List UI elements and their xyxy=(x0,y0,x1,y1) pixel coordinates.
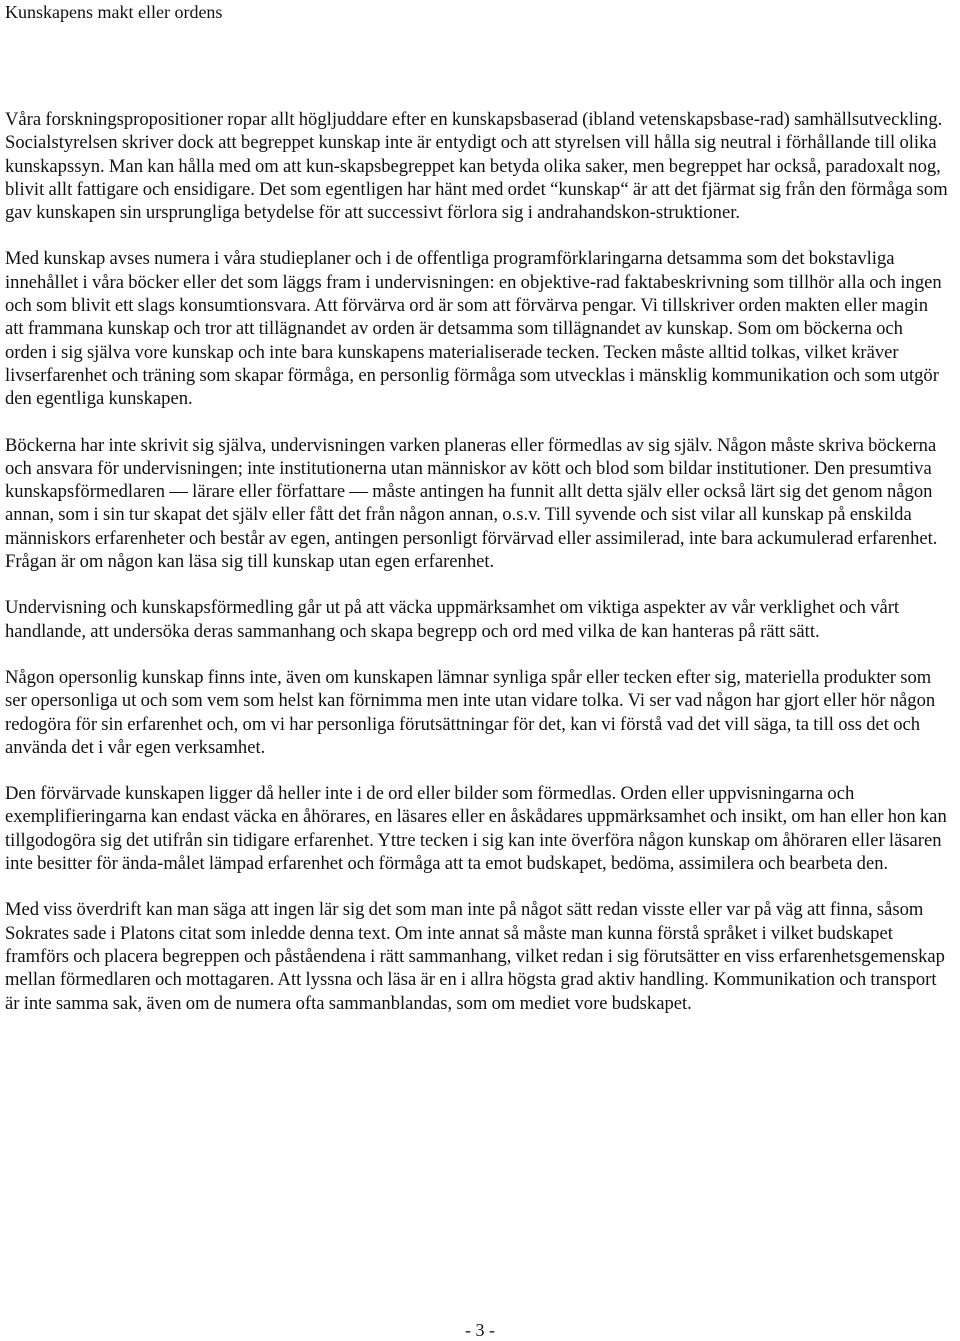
paragraph-6: Den förvärvade kunskapen ligger då heller inte i de ord eller bilder som förmedlas. Orden eller uppvisningarna och exemplifieringarna kan endast väcka en åhörares, en läsares eller en åskådares uppmärksamhet och insikt, om han eller hon kan tillgodogöra sig det utifrån sin tidigare erfarenhet. Yttre tecken i sig kan inte överföra någon kunskap om åhöraren eller läsaren inte besitter för ända-målet lämpad erfarenhet och förmåga att ta emot budskapet, bedöma, assimilera och bearbeta den. xyxy=(5,783,947,875)
running-header: Kunskapens makt eller ordens xyxy=(5,2,223,22)
paragraph-3: Böckerna har inte skrivit sig själva, undervisningen varken planeras eller förmedlas av sig själv. Någon måste skriva böckerna och ansvara för undervisningen; inte institutionerna utan människor av kött och blod som bildar institutioner. Den presumtiva kunskapsförmedlaren — lärare eller författare — måste antingen ha funnit allt detta själv eller också lärt sig det genom någon annan, som i sin tur skapat det själv eller fått det från någon annan, o.s.v. Till syvende och sist vilar all kunskap på enskilda människors erfarenheter och består av egen, antingen personligt förvärvad eller assimilerad, inte bara ackumulerad erfarenhet. Frågan är om någon kan läsa sig till kunskap utan egen erfarenhet. xyxy=(5,434,938,573)
body-text xyxy=(5,108,949,1015)
page-number: - 3 - xyxy=(465,1320,495,1340)
paragraph-7: Med viss överdrift kan man säga att ingen lär sig det som man inte på något sätt redan visste eller var på väg att finna, såsom Sokrates sade i Platons citat som inledde denna text. Om inte annat så måste man kunna förstå språket i vilket budskapet framförs och placera begreppen och påståendena i rätt sammanhang, vilket redan i sig förutsätter en viss erfarenhetsgemenskap mellan förmedlaren och mottagaren. Att lyssna och läsa är en i allra högsta grad aktiv handling. Kommunikation och transport är inte samma sak, även om de numera ofta sammanblandas, som om mediet vore budskapet. xyxy=(5,899,945,1014)
paragraph-1: Våra forskningspropositioner ropar allt högljuddare efter en kunskapsbaserad (ibland vetenskapsbase-rad) samhällsutveckling. Socialstyrelsen skriver dock att begreppet kunskap inte är entydigt och att styrelsen vill hålla sig neutral i förhållande till olika kunskapssyn. Man kan hålla med om att kun-skapsbegreppet kan betyda olika saker, men begreppet har också, paradoxalt nog, blivit allt fattigare och ensidigare. Det som egentligen har hänt med ordet “kunskap“ är att det fjärmat sig från den förmåga som gav kunskapen sin ursprungliga betydelse för att successivt förlora sig i andrahandskon-struktioner. xyxy=(5,109,948,224)
paragraph-4: Undervisning och kunskapsförmedling går ut på att väcka uppmärksamhet om viktiga aspekter av vår verklighet och vårt handlande, att undersöka deras sammanhang och skapa begrepp och ord med vilka de kan hanteras på rätt sätt. xyxy=(5,597,900,642)
paragraph-5: Någon opersonlig kunskap finns inte, även om kunskapen lämnar synliga spår eller tecken efter sig, materiella produkter som ser opersonliga ut och som vem som helst kan förnimma men inte utan vidare tolka. Vi ser vad någon har gjort eller hör någon redogöra för sin erfarenhet och, om vi har personliga förutsättningar för det, kan vi förstå vad det vill säga, ta till oss det och använda det i vår egen verksamhet. xyxy=(5,666,936,758)
paragraph-2: Med kunskap avses numera i våra studieplaner och i de offentliga programförklaringarna detsamma som det bokstavliga innehållet i våra böcker eller det som läggs fram i undervisningen: en objektive-rad faktabeskrivning som tillhör alla och ingen och som blivit ett slags konsumtionsvara. Att förvärva ord är som att förvärva pengar. Vi tillskriver orden makten eller magin att frammana kunskap och tror att tillägnandet av orden är detsamma som tillägnandet av kunskap. Som om böckerna och orden i sig själva vore kunskap och inte bara kunskapens materialiserade tecken. Tecken måste alltid tolkas, vilket kräver livserfarenhet och träning som skapar förmåga, en personlig förmåga som utvecklas i mänsklig kommunikation och som utgör den egentliga kunskapen. xyxy=(5,248,942,410)
